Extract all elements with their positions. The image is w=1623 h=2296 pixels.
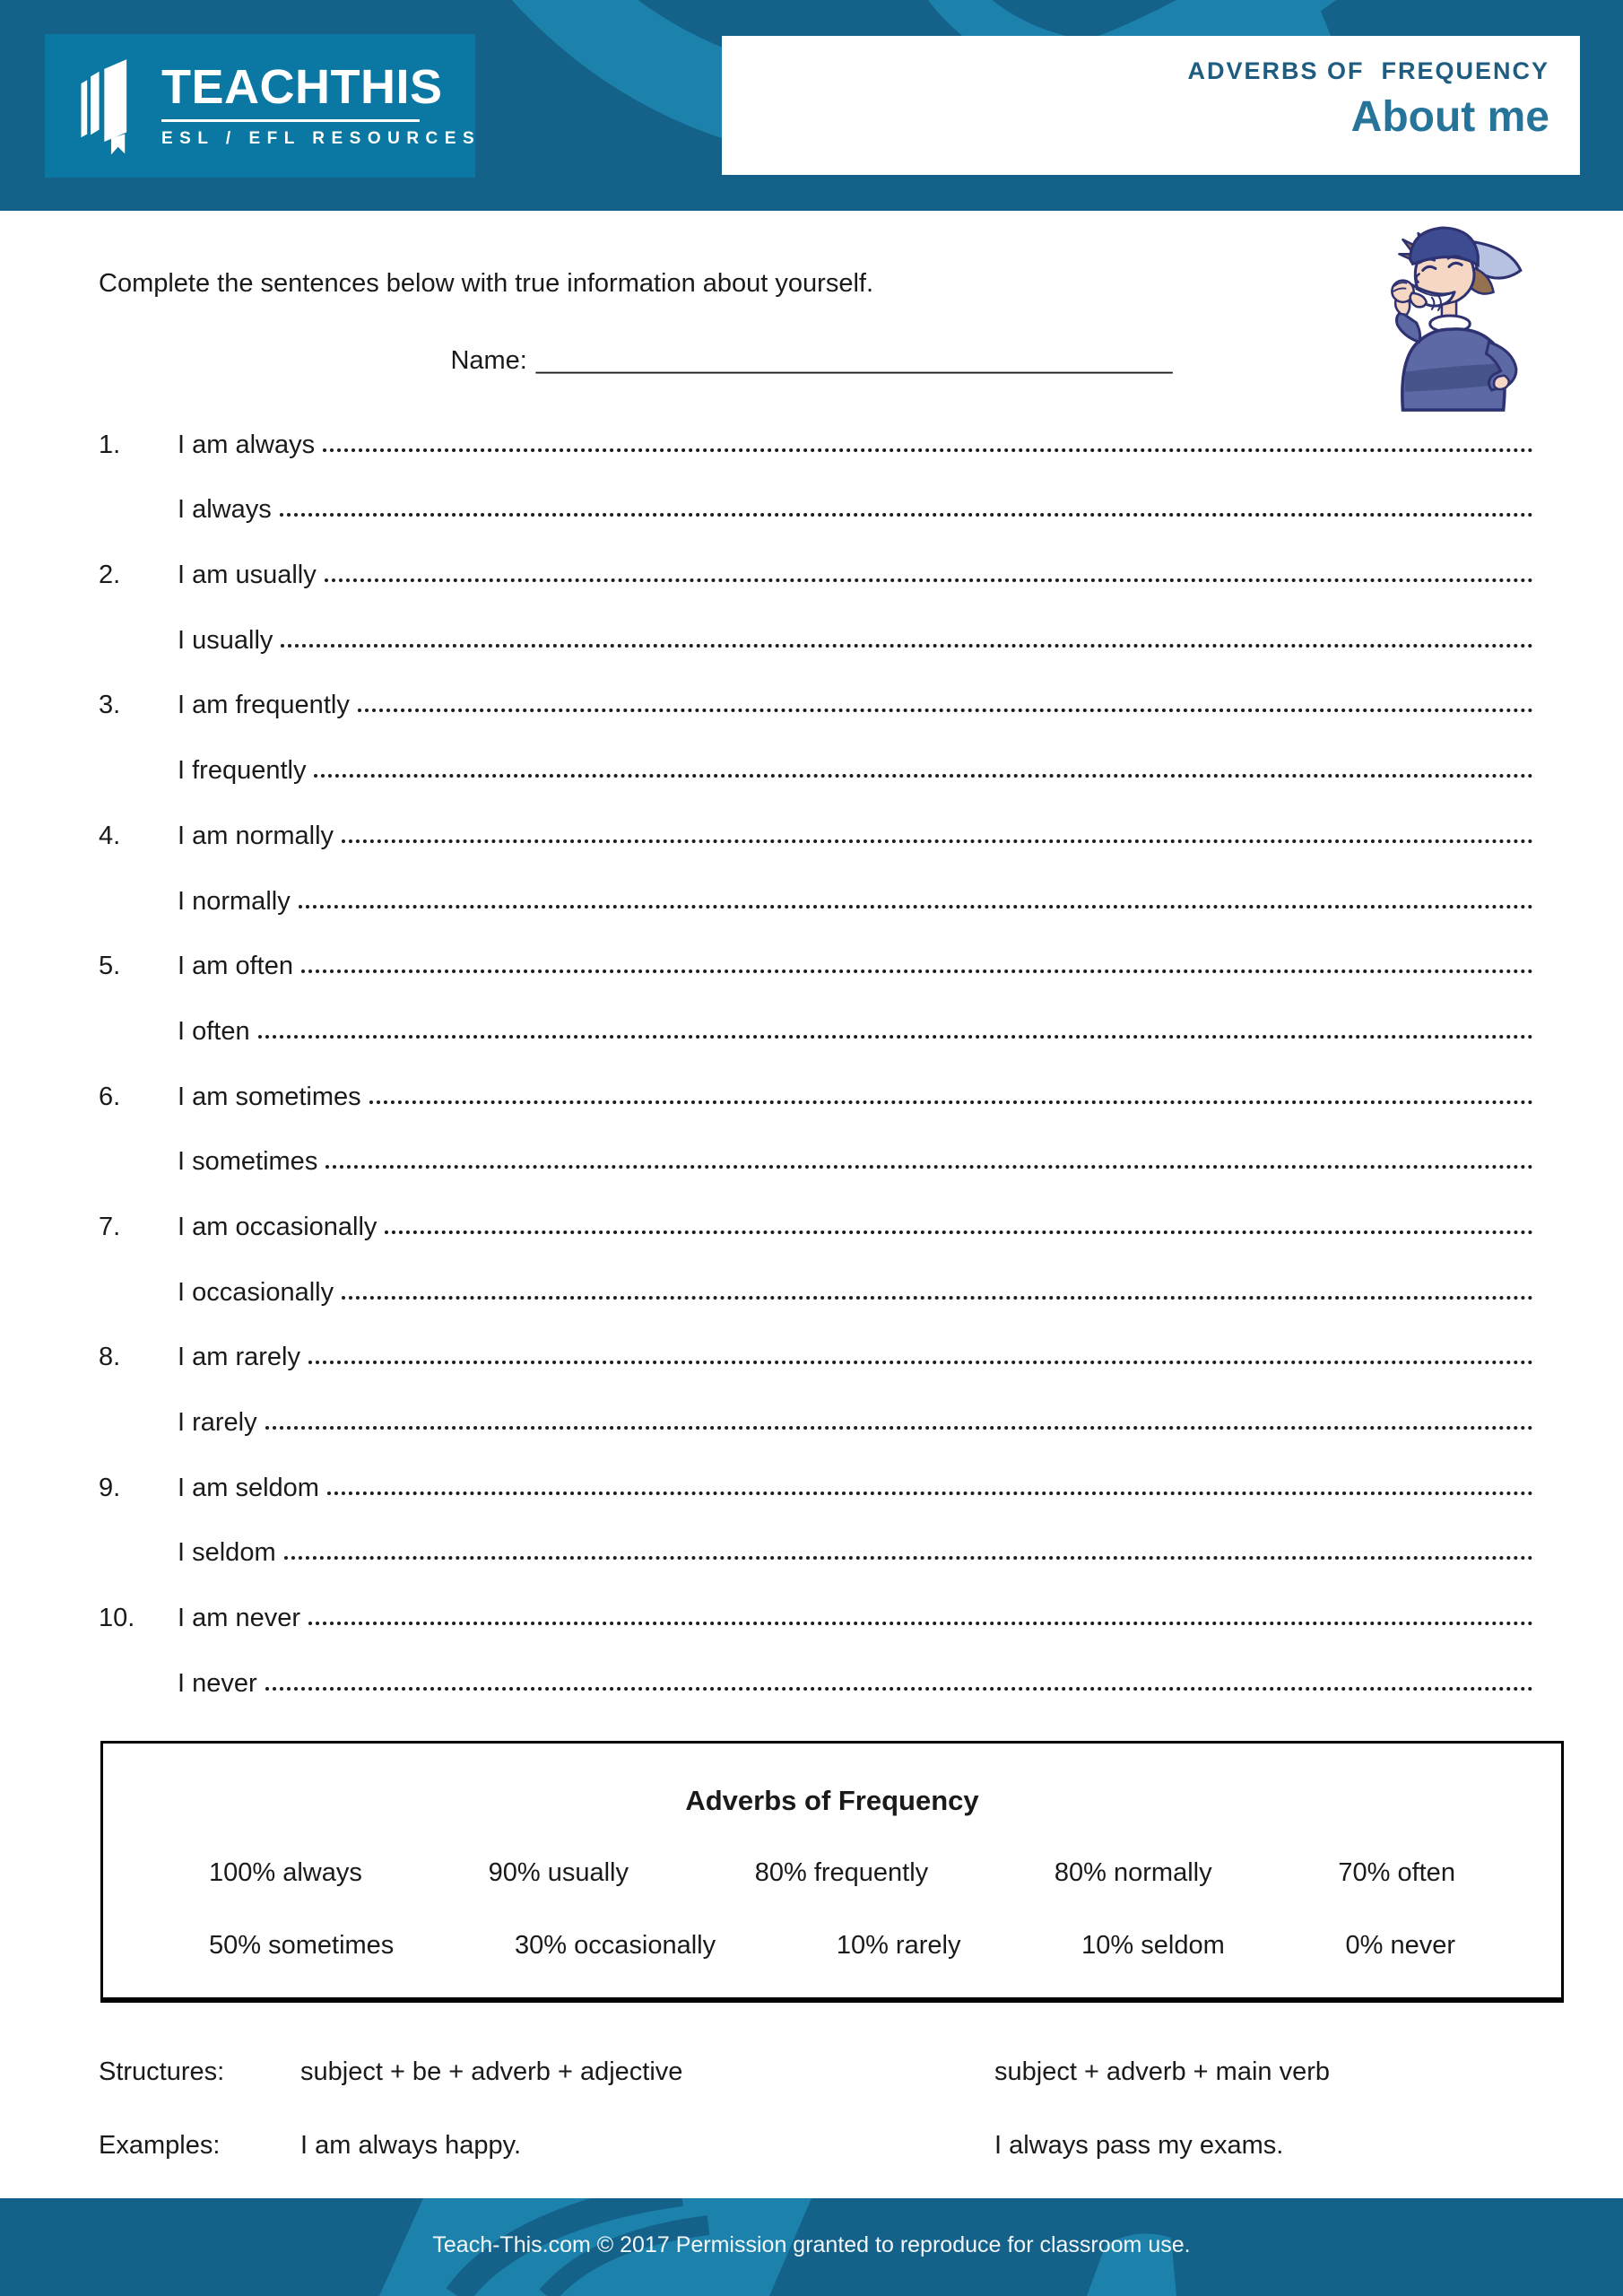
sentence-stem: I normally	[178, 886, 291, 916]
sentence-stem: I am frequently	[178, 691, 350, 720]
answer-blank-dots	[299, 905, 1533, 909]
answer-blank-dots	[342, 1296, 1533, 1300]
structure-verb-pattern: subject + adverb + main verb	[994, 2057, 1330, 2086]
adverb-frequency-entry: 10% rarely	[836, 1931, 961, 1960]
answer-blank-dots	[385, 1231, 1533, 1234]
sentence-line	[178, 1503, 1533, 1569]
item-lines	[178, 1308, 1533, 1438]
header-band	[0, 0, 1623, 211]
name-blank: ____________________________________________	[535, 346, 1173, 375]
answer-blank-dots	[265, 1426, 1533, 1430]
answer-blank-dots	[281, 644, 1533, 648]
worksheet-item	[99, 1177, 1533, 1307]
sentence-line	[178, 395, 1533, 460]
item-number: 6.	[99, 1082, 121, 1111]
sentence-line	[178, 590, 1533, 656]
sentence-line	[178, 1633, 1533, 1699]
answer-blank-dots	[258, 1035, 1533, 1039]
sentence-stem: I am always	[178, 430, 316, 459]
sentence-stem: I sometimes	[178, 1147, 318, 1177]
item-lines	[178, 525, 1533, 655]
item-number: 5.	[99, 952, 121, 981]
sentence-line	[178, 1568, 1533, 1633]
sentence-stem: I am sometimes	[178, 1082, 361, 1111]
sentence-stem: I am usually	[178, 561, 317, 590]
item-number: 3.	[99, 691, 121, 720]
worksheet-item	[99, 395, 1533, 525]
sentence-stem: I am rarely	[178, 1343, 300, 1372]
sentence-list	[99, 395, 1533, 1699]
adverb-frequency-entry: 80% frequently	[754, 1858, 929, 1887]
answer-blank-dots	[369, 1100, 1533, 1104]
logo-panel	[45, 34, 482, 178]
adverbs-row-1	[103, 1858, 1561, 1888]
item-number: 4.	[99, 821, 121, 850]
sentence-stem: I am occasionally	[178, 1212, 378, 1241]
adverb-frequency-entry: 10% seldom	[1081, 1931, 1225, 1960]
item-lines	[178, 1177, 1533, 1307]
item-lines	[178, 786, 1533, 916]
answer-blank-dots	[358, 709, 1533, 712]
examples-row	[99, 2131, 1578, 2167]
sentence-line	[178, 460, 1533, 526]
worksheet-item	[99, 1047, 1533, 1177]
copyright-text: Teach-This.com © 2017 Permission granted to reproduce for classroom use.	[432, 2232, 1191, 2257]
sentence-line	[178, 1177, 1533, 1242]
adverb-frequency-entry: 100% always	[209, 1858, 362, 1887]
logo-text-block	[161, 60, 482, 149]
worksheet-item	[99, 786, 1533, 916]
adverb-frequency-entry: 70% often	[1338, 1858, 1455, 1887]
item-number: 1.	[99, 430, 121, 459]
logo-subtitle: ESL / EFL RESOURCES	[161, 129, 482, 148]
example-verb-sentence: I always pass my exams.	[994, 2131, 1284, 2160]
adverbs-row-2	[103, 1931, 1561, 1961]
adverb-frequency-entry: 50% sometimes	[209, 1931, 395, 1960]
answer-blank-dots	[342, 839, 1533, 843]
sentence-stem: I occasionally	[178, 1277, 334, 1307]
answer-blank-dots	[308, 1361, 1533, 1364]
sentence-line	[178, 1438, 1533, 1503]
sentence-line	[178, 981, 1533, 1047]
answer-blank-dots	[280, 513, 1533, 517]
worksheet-item	[99, 525, 1533, 655]
logo-divider	[161, 119, 420, 122]
adverb-frequency-entry: 0% never	[1345, 1931, 1455, 1960]
sentence-stem: I am never	[178, 1604, 300, 1633]
answer-blank-dots	[314, 774, 1533, 778]
sentence-line	[178, 656, 1533, 721]
adverbs-reference-box	[100, 1741, 1564, 2003]
title-panel	[722, 36, 1580, 175]
item-number: 9.	[99, 1473, 121, 1502]
answer-blank-dots	[284, 1556, 1533, 1560]
sentence-line	[178, 1047, 1533, 1112]
worksheet-topic: ADVERBS OF FREQUENCY	[1187, 57, 1549, 84]
answer-blank-dots	[323, 448, 1533, 452]
sentence-stem: I never	[178, 1668, 257, 1698]
worksheet-item	[99, 1438, 1533, 1568]
item-number: 8.	[99, 1343, 121, 1372]
boy-pointing-at-himself-cartoon	[1363, 221, 1535, 413]
name-label: Name:	[450, 346, 527, 375]
item-number: 10.	[99, 1604, 135, 1633]
examples-label: Examples:	[99, 2131, 221, 2160]
open-book-icon	[72, 51, 149, 161]
worksheet-item	[99, 917, 1533, 1047]
adverb-frequency-entry: 80% normally	[1054, 1858, 1212, 1887]
answer-blank-dots	[301, 970, 1533, 973]
sentence-line	[178, 917, 1533, 982]
sentence-line	[178, 851, 1533, 917]
item-number: 7.	[99, 1212, 121, 1241]
item-lines	[178, 1568, 1533, 1698]
footer-band	[0, 2198, 1623, 2296]
sentence-stem: I often	[178, 1016, 250, 1046]
answer-blank-dots	[325, 578, 1533, 582]
sentence-stem: I am often	[178, 952, 293, 981]
sentence-stem: I frequently	[178, 756, 307, 786]
sentence-stem: I seldom	[178, 1538, 276, 1568]
sentence-stem: I always	[178, 495, 272, 525]
item-lines	[178, 656, 1533, 786]
sentence-stem: I am normally	[178, 821, 334, 850]
adverbs-box-title: Adverbs of Frequency	[685, 1785, 979, 1816]
example-be-sentence: I am always happy.	[300, 2131, 522, 2160]
item-number: 2.	[99, 561, 121, 590]
sentence-line	[178, 1372, 1533, 1438]
item-lines	[178, 395, 1533, 525]
answer-blank-dots	[325, 1165, 1533, 1169]
worksheet-title: About me	[1350, 93, 1549, 141]
worksheet-item	[99, 1568, 1533, 1698]
sentence-line	[178, 1242, 1533, 1308]
logo-title: TEACHTHIS	[161, 60, 443, 114]
sentence-line	[178, 525, 1533, 590]
answer-blank-dots	[327, 1492, 1533, 1495]
answer-blank-dots	[308, 1622, 1533, 1625]
item-lines	[178, 1047, 1533, 1177]
structures-label: Structures:	[99, 2057, 225, 2086]
instructions-text: Complete the sentences below with true information about yourself.	[99, 269, 874, 298]
sentence-stem: I rarely	[178, 1408, 257, 1437]
sentence-line	[178, 720, 1533, 786]
structure-be-pattern: subject + be + adverb + adjective	[300, 2057, 683, 2086]
adverb-frequency-entry: 90% usually	[488, 1858, 629, 1887]
sentence-line	[178, 1308, 1533, 1373]
item-lines	[178, 1438, 1533, 1568]
sentence-line	[178, 786, 1533, 851]
item-lines	[178, 917, 1533, 1047]
sentence-stem: I am seldom	[178, 1473, 319, 1502]
worksheet-item	[99, 1308, 1533, 1438]
sentence-line	[178, 1112, 1533, 1178]
sentence-stem: I usually	[178, 625, 273, 655]
worksheet-item	[99, 656, 1533, 786]
structures-row	[99, 2057, 1578, 2093]
answer-blank-dots	[265, 1687, 1533, 1691]
adverb-frequency-entry: 30% occasionally	[515, 1931, 716, 1960]
